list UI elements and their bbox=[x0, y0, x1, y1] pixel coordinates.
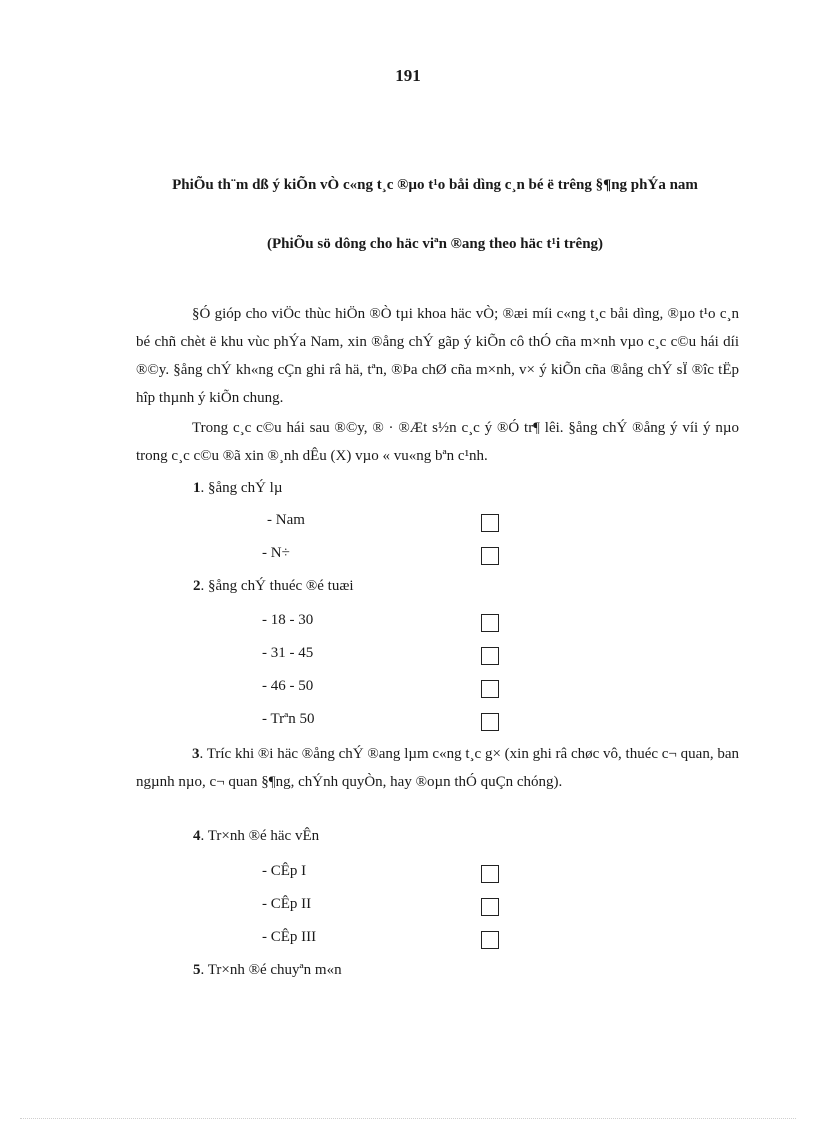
question-text: . §ång chÝ lµ bbox=[200, 480, 283, 496]
question-text: . §ång chÝ thuéc ®é tuæi bbox=[200, 578, 354, 594]
question-text: . Tr×nh ®é chuyªn m«n bbox=[200, 962, 342, 978]
checkbox-education-level-1[interactable] bbox=[481, 865, 499, 883]
option-label: - Nam bbox=[267, 512, 305, 528]
instruction-paragraph: Trong c¸c c©u hái sau ®©y, ® · ®Æt s½n c¸c ý ®Ó tr¶ lêi. §ång chÝ ®ång ý víi ý nµo trong c¸c c©u ®ã xin ®¸nh dÊu (X) vµo « vu«ng bªn c¹nh. bbox=[136, 420, 739, 464]
form-subtitle: (PhiÕu sö dông cho häc viªn ®ang theo häc t¹i trêng) bbox=[266, 236, 604, 252]
checkbox-education-level-2[interactable] bbox=[481, 898, 499, 916]
option-label: - Trªn 50 bbox=[262, 711, 315, 727]
checkbox-age-46-50[interactable] bbox=[481, 680, 499, 698]
option-label: - CÊp II bbox=[262, 896, 312, 912]
question-3 bbox=[136, 740, 739, 796]
question-number: 2 bbox=[193, 578, 201, 594]
question-number: 3 bbox=[192, 746, 200, 762]
question-text: . Tríc khi ®i häc ®ång chÝ ®ang lµm c«ng t¸c g× (xin ghi râ chøc vô, thuéc c¬ quan, ban ngµnh nµo, c¬ quan §¶ng, chÝnh quyÒn, hay ®oµn thÓ quÇn chóng). bbox=[136, 746, 739, 790]
page-number: 191 bbox=[395, 66, 421, 85]
form-title: PhiÕu th¨m dß ý kiÕn vÒ c«ng t¸c ®µo t¹o båi dìng c¸n bé ë trêng §¶ng phÝa nam bbox=[172, 177, 698, 193]
question-2 bbox=[193, 578, 354, 595]
option-label: - CÊp I bbox=[262, 863, 307, 879]
question-4 bbox=[193, 828, 319, 845]
question-number: 1 bbox=[193, 480, 201, 496]
checkbox-gender-female[interactable] bbox=[481, 547, 499, 565]
question-1 bbox=[193, 480, 282, 497]
checkbox-age-31-45[interactable] bbox=[481, 647, 499, 665]
page-bottom-divider bbox=[20, 1118, 796, 1119]
option-label: - N÷ bbox=[262, 545, 290, 561]
checkbox-gender-male[interactable] bbox=[481, 514, 499, 532]
question-5 bbox=[193, 962, 342, 979]
option-label: - 31 - 45 bbox=[262, 645, 314, 661]
option-label: - 46 - 50 bbox=[262, 678, 314, 694]
option-label: - 18 - 30 bbox=[262, 612, 314, 628]
question-number: 4 bbox=[193, 828, 201, 844]
intro-paragraph: §Ó gióp cho viÖc thùc hiÖn ®Ò tµi khoa häc vÒ; ®æi míi c«ng t¸c båi dìng, ®µo t¹o c¸n bé chñ chèt ë khu vùc phÝa Nam, xin ®ång chÝ gãp ý kiÕn cô thÓ cña m×nh vµo c¸c c©u hái díi ®©y. §ång chÝ kh«ng cÇn ghi râ hä, tªn, ®Þa chØ cña m×nh, v× ý kiÕn cña ®ång chÝ sÏ ®îc tËp hîp thµnh ý kiÕn chung. bbox=[136, 306, 739, 406]
option-label: - CÊp III bbox=[262, 929, 317, 945]
question-number: 5 bbox=[193, 962, 201, 978]
question-text: . Tr×nh ®é häc vÊn bbox=[200, 828, 320, 844]
checkbox-education-level-3[interactable] bbox=[481, 931, 499, 949]
checkbox-age-over-50[interactable] bbox=[481, 713, 499, 731]
checkbox-age-18-30[interactable] bbox=[481, 614, 499, 632]
